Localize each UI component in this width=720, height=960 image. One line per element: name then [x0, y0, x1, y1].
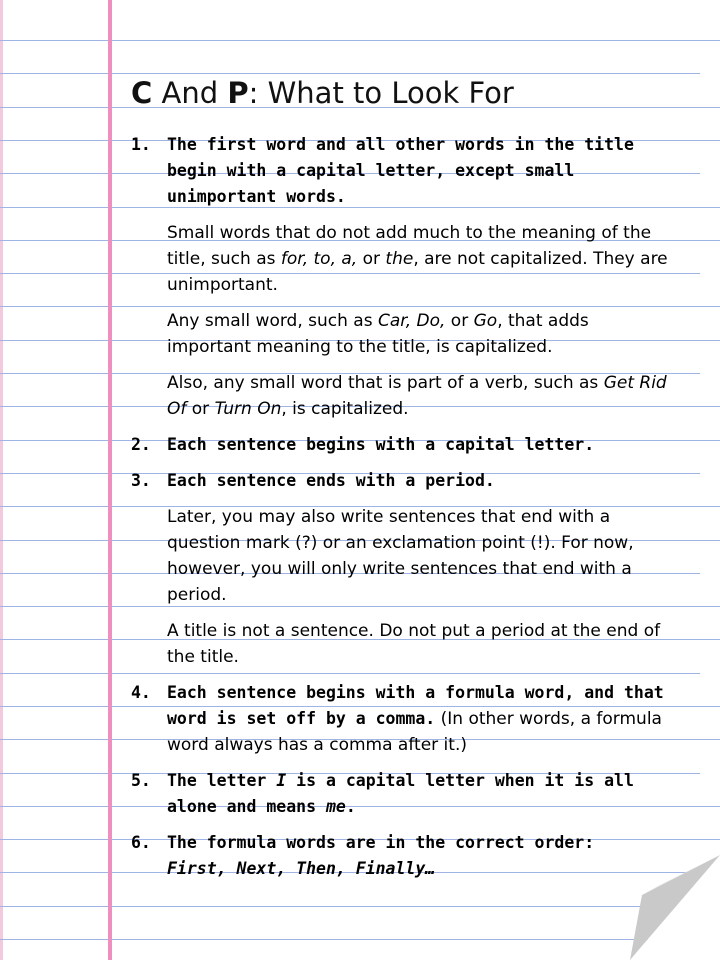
title-c: C — [131, 76, 153, 110]
item-paragraph: Later, you may also write sentences that end with a question mark (?) or an exclamation point (!). For now, however, you will only write sentences that end with a period. — [167, 507, 634, 605]
formula-word-order: First, Next, Then, Finally… — [167, 859, 436, 878]
checklist-item-2 — [131, 432, 671, 458]
checklist-item-3 — [131, 468, 671, 670]
item-number: 1. — [131, 135, 151, 154]
page-left-edge — [0, 0, 3, 960]
ruled-line — [0, 73, 700, 74]
item-heading: Each sentence begins with a capital letter. — [167, 435, 595, 454]
page-curl — [630, 855, 720, 960]
item-number: 6. — [131, 833, 151, 852]
checklist-item-4 — [131, 680, 671, 758]
item-heading: The letter I is a capital letter when it is all alone and means me. — [167, 771, 634, 816]
item-heading: Each sentence begins with a formula word, and that word is set off by a comma. (In other words, a formula word always has a comma after it.) — [167, 683, 664, 755]
checklist — [131, 132, 671, 882]
item-number: 2. — [131, 435, 151, 454]
item-paragraph: A title is not a sentence. Do not put a period at the end of the title. — [167, 621, 661, 667]
item-paragraph: Any small word, such as Car, Do, or Go, that adds important meaning to the title, is capitalized. — [167, 311, 589, 357]
item-paragraph: Also, any small word that is part of a verb, such as Get Rid Of or Turn On, is capitalized. — [167, 373, 667, 419]
margin-line — [108, 0, 112, 960]
page-title — [131, 76, 514, 110]
title-mid: And — [152, 76, 228, 110]
title-p: P — [227, 76, 249, 110]
title-rest: : What to Look For — [248, 76, 514, 110]
item-heading: The formula words are in the correct order: First, Next, Then, Finally… — [167, 833, 595, 878]
item-number: 4. — [131, 683, 151, 702]
item-number: 5. — [131, 771, 151, 790]
checklist-item-1 — [131, 132, 671, 422]
checklist-item-6 — [131, 830, 671, 882]
item-paragraph: Small words that do not add much to the meaning of the title, such as for, to, a, or the, are not capitalized. They are unimportant. — [167, 223, 668, 295]
item-heading: The first word and all other words in the title begin with a capital letter, except small unimportant words. — [167, 135, 634, 206]
item-heading: Each sentence ends with a period. — [167, 471, 495, 490]
item-number: 3. — [131, 471, 151, 490]
checklist-item-5 — [131, 768, 671, 820]
